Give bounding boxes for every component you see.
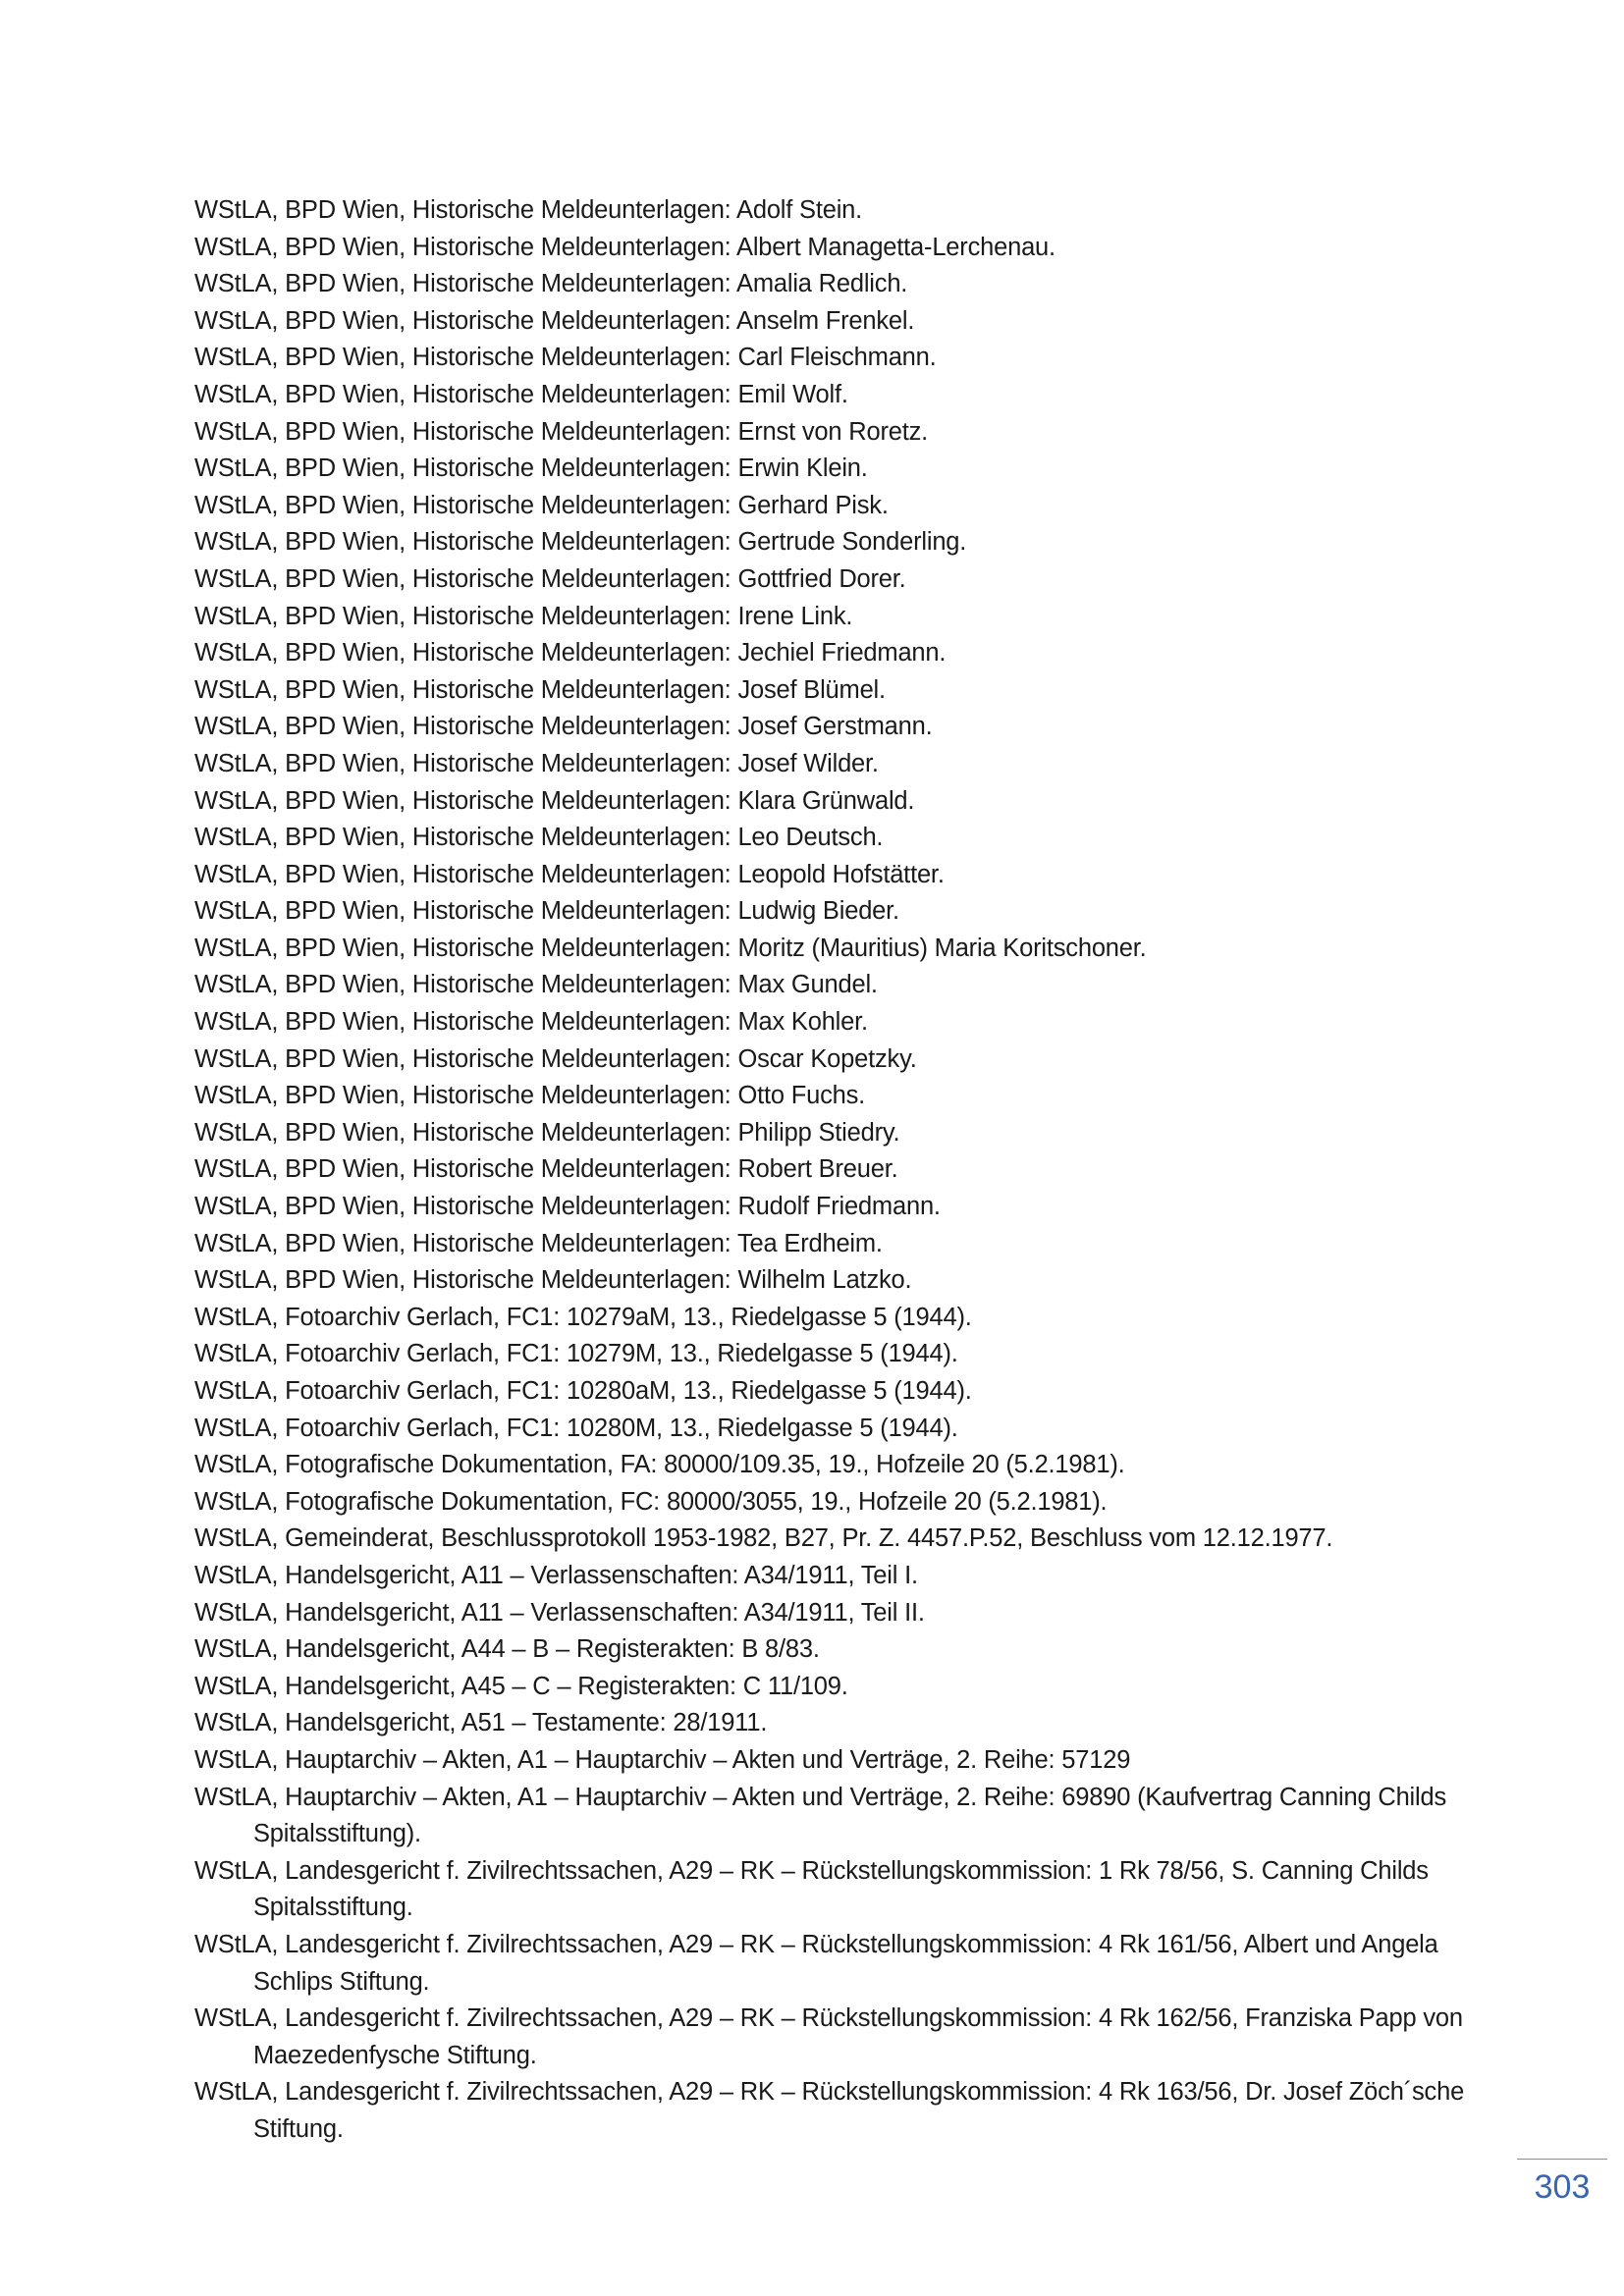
reference-entry: WStLA, BPD Wien, Historische Meldeunterlagen: Josef Gerstmann. (194, 713, 933, 741)
reference-entry: WStLA, BPD Wien, Historische Meldeunterlagen: Tea Erdheim. (194, 1229, 883, 1257)
reference-entry: WStLA, Handelsgericht, A51 – Testamente: 28/1911. (194, 1709, 768, 1737)
reference-entry: WStLA, Landesgericht f. Zivilrechtssachen, A29 – RK – Rückstellungskommission: 1 Rk 78/56, S. Canning Childs Spitalsstiftung. (194, 1856, 1429, 1922)
reference-entry: WStLA, BPD Wien, Historische Meldeunterlagen: Emil Wolf. (194, 380, 848, 408)
reference-entry: WStLA, BPD Wien, Historische Meldeunterlagen: Ludwig Bieder. (194, 897, 899, 926)
footer-rule (1517, 2159, 1607, 2160)
reference-entry: WStLA, BPD Wien, Historische Meldeunterlagen: Gottfried Dorer. (194, 564, 906, 593)
reference-entry: WStLA, BPD Wien, Historische Meldeunterlagen: Wilhelm Latzko. (194, 1266, 912, 1295)
reference-entry: WStLA, Handelsgericht, A45 – C – Registerakten: C 11/109. (194, 1672, 848, 1700)
reference-entry: WStLA, BPD Wien, Historische Meldeunterlagen: Otto Fuchs. (194, 1082, 866, 1110)
reference-entry: WStLA, BPD Wien, Historische Meldeunterlagen: Gertrude Sonderling. (194, 528, 967, 557)
reference-entry: WStLA, BPD Wien, Historische Meldeunterlagen: Leopold Hofstätter. (194, 860, 945, 888)
reference-entry: WStLA, Hauptarchiv – Akten, A1 – Hauptarchiv – Akten und Verträge, 2. Reihe: 57129 (194, 1745, 1131, 1774)
reference-entry: WStLA, BPD Wien, Historische Meldeunterlagen: Josef Blümel. (194, 675, 886, 704)
reference-entry: WStLA, BPD Wien, Historische Meldeunterlagen: Rudolf Friedmann. (194, 1193, 941, 1221)
reference-entry: WStLA, BPD Wien, Historische Meldeunterlagen: Adolf Stein. (194, 196, 863, 224)
reference-entry: WStLA, BPD Wien, Historische Meldeunterlagen: Klara Grünwald. (194, 786, 915, 815)
reference-entry: WStLA, Fotografische Dokumentation, FC: 80000/3055, 19., Hofzeile 20 (5.2.1981). (194, 1487, 1108, 1516)
reference-entry: WStLA, Hauptarchiv – Akten, A1 – Hauptarchiv – Akten und Verträge, 2. Reihe: 69890 (Kaufvertrag Canning Childs Spitalsstiftung). (194, 1783, 1447, 1848)
reference-entry: WStLA, BPD Wien, Historische Meldeunterlagen: Oscar Kopetzky. (194, 1044, 917, 1073)
reference-entry: WStLA, BPD Wien, Historische Meldeunterlagen: Anselm Frenkel. (194, 306, 915, 335)
reference-entry: WStLA, Fotografische Dokumentation, FA: 80000/109.35, 19., Hofzeile 20 (5.2.1981). (194, 1451, 1125, 1479)
reference-entry: WStLA, BPD Wien, Historische Meldeunterlagen: Erwin Klein. (194, 454, 868, 483)
reference-entry: WStLA, Handelsgericht, A11 – Verlassenschaften: A34/1911, Teil II. (194, 1598, 925, 1627)
reference-entry: WStLA, BPD Wien, Historische Meldeunterlagen: Josef Wilder. (194, 749, 879, 777)
reference-entry: WStLA, BPD Wien, Historische Meldeunterlagen: Carl Fleischmann. (194, 344, 937, 372)
reference-entry: WStLA, BPD Wien, Historische Meldeunterlagen: Max Gundel. (194, 971, 878, 999)
reference-entry: WStLA, BPD Wien, Historische Meldeunterlagen: Amalia Redlich. (194, 270, 908, 298)
reference-entry: WStLA, Landesgericht f. Zivilrechtssachen, A29 – RK – Rückstellungskommission: 4 Rk 162/56, Franziska Papp von Maezedenfysche Stiftung. (194, 2004, 1463, 2069)
reference-entry: WStLA, Landesgericht f. Zivilrechtssachen, A29 – RK – Rückstellungskommission: 4 Rk 163/56, Dr. Josef Zöch´sche Stiftung. (194, 2078, 1465, 2143)
reference-entry: WStLA, Fotoarchiv Gerlach, FC1: 10279M, 13., Riedelgasse 5 (1944). (194, 1340, 958, 1368)
reference-entry: WStLA, BPD Wien, Historische Meldeunterlagen: Max Kohler. (194, 1008, 868, 1037)
reference-entry: WStLA, BPD Wien, Historische Meldeunterlagen: Philipp Stiedry. (194, 1118, 900, 1147)
reference-entry: WStLA, Landesgericht f. Zivilrechtssachen, A29 – RK – Rückstellungskommission: 4 Rk 161/56, Albert und Angela Schlips Stiftung. (194, 1930, 1438, 1996)
page-number: 303 (1534, 2168, 1591, 2206)
reference-entry: WStLA, BPD Wien, Historische Meldeunterlagen: Irene Link. (194, 602, 853, 630)
reference-entry: WStLA, BPD Wien, Historische Meldeunterlagen: Jechiel Friedmann. (194, 639, 947, 667)
reference-entry: WStLA, BPD Wien, Historische Meldeunterlagen: Moritz (Mauritius) Maria Koritschoner. (194, 934, 1147, 962)
reference-entry: WStLA, BPD Wien, Historische Meldeunterlagen: Leo Deutsch. (194, 824, 884, 852)
reference-entry: WStLA, BPD Wien, Historische Meldeunterlagen: Robert Breuer. (194, 1155, 898, 1184)
reference-entry: WStLA, BPD Wien, Historische Meldeunterlagen: Gerhard Pisk. (194, 491, 889, 519)
reference-entry: WStLA, BPD Wien, Historische Meldeunterlagen: Albert Managetta-Lerchenau. (194, 233, 1056, 261)
reference-entry: WStLA, BPD Wien, Historische Meldeunterlagen: Ernst von Roretz. (194, 417, 929, 446)
reference-entry: WStLA, Handelsgericht, A11 – Verlassenschaften: A34/1911, Teil I. (194, 1561, 918, 1589)
reference-entry: WStLA, Fotoarchiv Gerlach, FC1: 10280M, 13., Riedelgasse 5 (1944). (194, 1414, 958, 1442)
reference-entry: WStLA, Handelsgericht, A44 – B – Registerakten: B 8/83. (194, 1635, 820, 1664)
reference-entry: WStLA, Gemeinderat, Beschlussprotokoll 1953-1982, B27, Pr. Z. 4457.P.52, Beschluss vom 12.12.1977. (194, 1524, 1333, 1553)
reference-entry: WStLA, Fotoarchiv Gerlach, FC1: 10279aM, 13., Riedelgasse 5 (1944). (194, 1303, 972, 1331)
reference-entry: WStLA, Fotoarchiv Gerlach, FC1: 10280aM, 13., Riedelgasse 5 (1944). (194, 1377, 972, 1405)
reference-list (194, 192, 1471, 2148)
